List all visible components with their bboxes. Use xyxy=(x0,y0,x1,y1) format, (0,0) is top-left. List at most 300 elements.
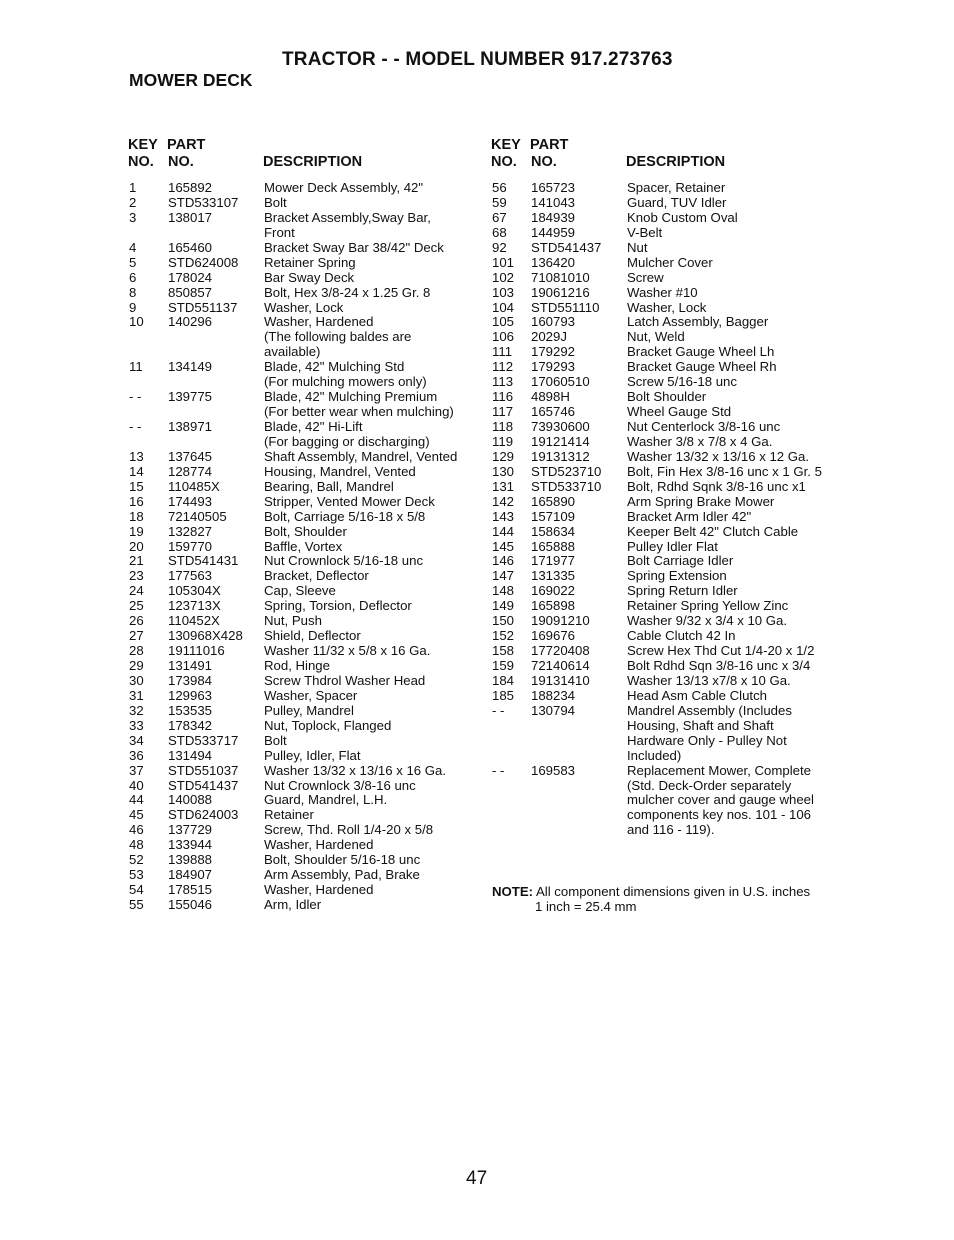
table-row xyxy=(129,629,457,644)
part-number-cell xyxy=(168,226,264,241)
key-cell: 106 xyxy=(492,329,515,345)
part-number-cell: 157109 xyxy=(531,508,576,524)
description-cell: Wheel Gauge Std xyxy=(627,404,732,420)
part-number-cell: 131494 xyxy=(168,747,213,763)
key-cell: 148 xyxy=(492,583,515,599)
part-number-cell: STD533710 xyxy=(531,478,602,494)
page-number: 47 xyxy=(466,1168,488,1189)
table-row xyxy=(492,599,822,614)
description-cell: Pulley Idler Flat xyxy=(627,538,718,554)
key-cell: 8 xyxy=(129,284,137,300)
parts-table-right xyxy=(492,181,822,838)
part-number-cell: 165892 xyxy=(168,180,213,195)
part-number-cell: STD541431 xyxy=(168,553,239,569)
description-cell: Bolt, Carriage 5/16-18 x 5/8 xyxy=(264,508,426,524)
description-cell: Spring Return Idler xyxy=(627,583,738,599)
table-row xyxy=(129,779,457,794)
description-cell: Retainer Spring xyxy=(264,254,356,270)
table-row xyxy=(129,525,457,540)
table-row xyxy=(492,793,822,808)
table-row xyxy=(129,898,457,913)
table-row xyxy=(492,779,822,794)
description-cell: Arm Assembly, Pad, Brake xyxy=(264,867,420,883)
part-number-cell: 188234 xyxy=(531,687,576,703)
part-number-cell: 165460 xyxy=(168,239,213,255)
part-number-cell: 178342 xyxy=(168,717,213,733)
table-row xyxy=(492,375,822,390)
key-cell: 19 xyxy=(129,523,144,539)
key-cell xyxy=(129,345,168,360)
table-row xyxy=(492,569,822,584)
key-cell: 113 xyxy=(492,374,514,390)
part-number-cell xyxy=(168,405,264,420)
part-number-cell: STD523710 xyxy=(531,463,602,479)
description-cell: Washer #10 xyxy=(627,284,698,300)
part-number-cell xyxy=(531,719,627,734)
key-cell: 25 xyxy=(129,598,144,614)
table-row xyxy=(129,838,457,853)
description-cell: Washer, Spacer xyxy=(264,687,358,703)
key-cell: 152 xyxy=(492,628,515,644)
description-cell: Latch Assembly, Bagger xyxy=(627,314,769,330)
key-cell xyxy=(492,808,531,823)
part-number-cell: STD533717 xyxy=(168,732,239,748)
description-cell: Bar Sway Deck xyxy=(264,269,355,285)
description-cell: Nut, Toplock, Flanged xyxy=(264,717,392,733)
description-cell: Nut Crownlock 3/8-16 unc xyxy=(264,777,416,793)
table-row xyxy=(129,196,457,211)
description-cell: Bracket Arm Idler 42" xyxy=(627,508,752,524)
part-number-cell: STD551137 xyxy=(168,299,238,315)
part-number-cell xyxy=(531,793,627,808)
description-cell: Shaft Assembly, Mandrel, Vented xyxy=(264,448,458,464)
table-row xyxy=(492,301,822,316)
dimension-note xyxy=(492,884,810,914)
description-cell: Bolt xyxy=(264,732,287,748)
key-cell: 101 xyxy=(492,254,515,270)
table-row xyxy=(129,584,457,599)
table-row xyxy=(492,540,822,555)
table-row xyxy=(492,420,822,435)
part-number-cell: 165723 xyxy=(531,180,576,195)
part-number-cell: 169676 xyxy=(531,628,576,644)
description-cell: Arm, Idler xyxy=(264,897,322,912)
description-cell: Pulley, Idler, Flat xyxy=(264,747,361,763)
table-row xyxy=(129,405,457,420)
description-cell: Replacement Mower, Complete xyxy=(627,762,811,778)
key-cell: 119 xyxy=(492,433,514,449)
description-cell: Cable Clutch 42 In xyxy=(627,628,736,644)
key-cell: 5 xyxy=(129,254,137,270)
part-number-cell: 184939 xyxy=(531,209,576,225)
key-cell: 28 xyxy=(129,643,144,659)
key-cell: 48 xyxy=(129,837,144,853)
key-cell: 2 xyxy=(129,194,137,210)
key-cell: 142 xyxy=(492,493,515,509)
part-number-cell: 71081010 xyxy=(531,269,590,285)
part-number-cell: 136420 xyxy=(531,254,576,270)
table-row xyxy=(492,614,822,629)
key-cell: - - xyxy=(492,762,505,778)
key-cell xyxy=(492,719,531,734)
table-row xyxy=(129,495,457,510)
part-number-cell: 105304X xyxy=(168,583,221,599)
part-number-cell: 130968X428 xyxy=(168,628,243,644)
part-number-cell xyxy=(531,808,627,823)
table-row xyxy=(129,704,457,719)
part-number-cell: 137729 xyxy=(168,822,213,838)
key-cell xyxy=(129,435,168,450)
key-cell: 118 xyxy=(492,419,514,434)
description-cell: Arm Spring Brake Mower xyxy=(627,493,775,509)
key-cell: 46 xyxy=(129,822,144,838)
table-row xyxy=(492,808,822,823)
table-row xyxy=(129,315,457,330)
description-cell: and 116 - 119). xyxy=(627,822,715,838)
key-cell: 1 xyxy=(129,180,137,195)
table-row xyxy=(492,719,822,734)
key-cell: 144 xyxy=(492,523,515,539)
part-number-cell: STD551037 xyxy=(168,762,239,778)
key-cell: 15 xyxy=(129,478,144,494)
table-row xyxy=(129,599,457,614)
part-number-cell: 159770 xyxy=(168,538,213,554)
table-row xyxy=(129,286,457,301)
table-row xyxy=(129,226,457,241)
part-number-cell: 17060510 xyxy=(531,374,590,390)
part-number-cell: 165746 xyxy=(531,404,576,420)
description-cell: Retainer xyxy=(264,807,314,823)
note-line-2: 1 inch = 25.4 mm xyxy=(535,899,637,914)
description-cell: Rod, Hinge xyxy=(264,658,330,673)
table-row xyxy=(129,764,457,779)
table-row xyxy=(129,659,457,674)
table-row xyxy=(492,734,822,749)
description-cell: Washer 13/32 x 13/16 x 16 Ga. xyxy=(264,762,447,778)
description-cell: Bracket Assembly,Sway Bar, xyxy=(264,209,431,225)
part-number-cell: 138017 xyxy=(168,209,213,225)
part-number-cell xyxy=(168,375,264,390)
part-number-cell xyxy=(168,435,264,450)
table-row xyxy=(492,465,822,480)
part-number-cell: 178515 xyxy=(168,882,213,898)
key-cell: 20 xyxy=(129,538,144,554)
table-row xyxy=(129,241,457,256)
key-cell: 24 xyxy=(129,583,144,599)
description-cell: Bracket, Deflector xyxy=(264,568,369,584)
description-cell: Front xyxy=(264,224,295,240)
table-row xyxy=(129,420,457,435)
key-cell: 31 xyxy=(129,687,144,703)
table-row xyxy=(129,480,457,495)
description-cell: Shield, Deflector xyxy=(264,628,361,644)
key-cell: 9 xyxy=(129,299,137,315)
part-number-cell: 72140614 xyxy=(531,658,590,673)
table-row xyxy=(129,689,457,704)
description-cell: Washer 13/13 x7/8 x 10 Ga. xyxy=(627,672,791,688)
description-cell: Screw, Thd. Roll 1/4-20 x 5/8 xyxy=(264,822,434,838)
table-row xyxy=(492,271,822,286)
table-row xyxy=(492,749,822,764)
table-row xyxy=(492,405,822,420)
table-row xyxy=(492,390,822,405)
table-row xyxy=(129,450,457,465)
part-number-cell: STD533107 xyxy=(168,194,239,210)
key-cell xyxy=(129,330,168,345)
key-cell: 40 xyxy=(129,777,144,793)
description-cell: (For mulching mowers only) xyxy=(264,374,427,390)
key-header-bottom: NO. xyxy=(128,154,154,170)
key-cell xyxy=(129,375,168,390)
key-cell: 68 xyxy=(492,224,507,240)
description-cell: Washer 3/8 x 7/8 x 4 Ga. xyxy=(627,433,773,449)
description-cell: Mower Deck Assembly, 42" xyxy=(264,180,424,195)
part-number-cell: 169583 xyxy=(531,762,576,778)
part-number-cell: 139888 xyxy=(168,852,213,868)
table-row xyxy=(129,719,457,734)
key-cell: 145 xyxy=(492,538,515,554)
key-cell: 112 xyxy=(492,359,514,375)
key-header-top: KEY xyxy=(128,137,158,153)
key-cell: 6 xyxy=(129,269,137,285)
key-cell: 32 xyxy=(129,702,144,718)
part-number-cell: 19131410 xyxy=(531,672,590,688)
description-cell: Bolt Carriage Idler xyxy=(627,553,734,569)
table-row xyxy=(492,330,822,345)
key-cell: 53 xyxy=(129,867,144,883)
key-cell xyxy=(492,793,531,808)
description-cell: Bolt, Hex 3/8-24 x 1.25 Gr. 8 xyxy=(264,284,431,300)
part-number-cell: 19061216 xyxy=(531,284,590,300)
key-cell: 159 xyxy=(492,658,515,673)
part-number-cell: 165898 xyxy=(531,598,576,614)
part-number-cell: 133944 xyxy=(168,837,213,853)
description-cell: Hardware Only - Pulley Not xyxy=(627,732,787,748)
description-cell: Bolt, Rdhd Sqnk 3/8-16 unc x1 xyxy=(627,478,806,494)
table-row xyxy=(492,584,822,599)
part-number-cell xyxy=(531,749,627,764)
key-cell: 13 xyxy=(129,448,144,464)
table-row xyxy=(492,644,822,659)
description-cell: Bolt Rdhd Sqn 3/8-16 unc x 3/4 xyxy=(627,658,811,673)
key-cell: 4 xyxy=(129,239,137,255)
key-cell: 3 xyxy=(129,209,137,225)
key-cell: 23 xyxy=(129,568,144,584)
description-cell: Bolt, Shoulder xyxy=(264,523,347,539)
description-cell: Washer, Hardened xyxy=(264,314,374,330)
description-cell: Pulley, Mandrel xyxy=(264,702,354,718)
description-cell: Nut Crownlock 5/16-18 unc xyxy=(264,553,424,569)
table-row xyxy=(492,315,822,330)
description-cell: Guard, TUV Idler xyxy=(627,194,727,210)
table-row xyxy=(129,540,457,555)
part-number-cell: 72140505 xyxy=(168,508,227,524)
part-header-top: PART xyxy=(167,137,206,153)
note-label: NOTE: xyxy=(492,884,534,899)
table-row xyxy=(492,525,822,540)
key-cell: 147 xyxy=(492,568,515,584)
part-number-cell: 171977 xyxy=(531,553,576,569)
table-row xyxy=(129,375,457,390)
description-cell: Knob Custom Oval xyxy=(627,209,738,225)
description-cell: Nut, Push xyxy=(264,613,322,629)
part-number-cell: 155046 xyxy=(168,897,213,912)
description-cell: Washer 13/32 x 13/16 x 12 Ga. xyxy=(627,448,810,464)
section-title: MOWER DECK xyxy=(129,70,253,90)
table-row xyxy=(129,883,457,898)
table-row xyxy=(492,241,822,256)
part-number-cell: 123713X xyxy=(168,598,221,614)
key-cell: 59 xyxy=(492,194,507,210)
part-number-cell: 169022 xyxy=(531,583,576,599)
note-line-1: All component dimensions given in U.S. inches xyxy=(535,884,811,899)
table-row xyxy=(129,808,457,823)
description-cell: Bracket Gauge Wheel Rh xyxy=(627,359,777,375)
table-row xyxy=(492,510,822,525)
part-number-cell: 141043 xyxy=(531,194,576,210)
key-cell: 21 xyxy=(129,553,144,569)
table-row xyxy=(129,465,457,480)
description-cell: Blade, 42" Hi-Lift xyxy=(264,419,363,434)
part-number-cell: 130794 xyxy=(531,702,576,718)
key-cell: 92 xyxy=(492,239,507,255)
table-row xyxy=(492,435,822,450)
table-row xyxy=(492,704,822,719)
key-cell: 16 xyxy=(129,493,144,509)
key-cell xyxy=(129,226,168,241)
table-row xyxy=(129,614,457,629)
description-cell: Bearing, Ball, Mandrel xyxy=(264,478,394,494)
part-number-cell: 165890 xyxy=(531,493,576,509)
table-row xyxy=(129,853,457,868)
table-row xyxy=(129,211,457,226)
part-number-cell: STD624003 xyxy=(168,807,239,823)
part-number-cell: 19121414 xyxy=(531,433,590,449)
part-number-cell: 153535 xyxy=(168,702,213,718)
page-title: TRACTOR - - MODEL NUMBER 917.273763 xyxy=(282,49,673,70)
part-number-cell: 179293 xyxy=(531,359,576,375)
part-number-cell xyxy=(168,345,264,360)
key-cell: 33 xyxy=(129,717,144,733)
key-cell xyxy=(492,749,531,764)
key-cell: 26 xyxy=(129,613,144,629)
part-number-cell: 140296 xyxy=(168,314,213,330)
table-row xyxy=(129,793,457,808)
table-row xyxy=(129,435,457,450)
description-cell: Blade, 42" Mulching Std xyxy=(264,359,405,375)
description-cell: Bolt Shoulder xyxy=(627,389,707,405)
description-cell: Washer, Hardened xyxy=(264,882,374,898)
part-number-cell: 165888 xyxy=(531,538,576,554)
part-number-cell xyxy=(531,779,627,794)
description-cell: Housing, Shaft and Shaft xyxy=(627,717,774,733)
description-cell: Washer, Lock xyxy=(627,299,707,315)
table-row xyxy=(129,360,457,375)
table-row xyxy=(129,749,457,764)
description-cell: (The following baldes are xyxy=(264,329,412,345)
description-cell: Washer, Hardened xyxy=(264,837,374,853)
part-header-bottom: NO. xyxy=(168,154,194,170)
key-cell: 56 xyxy=(492,180,507,195)
description-cell: Mulcher Cover xyxy=(627,254,713,270)
left-column-headers xyxy=(128,137,468,171)
part-number-cell: 140088 xyxy=(168,792,213,808)
description-cell: Retainer Spring Yellow Zinc xyxy=(627,598,789,614)
description-cell: (For better wear when mulching) xyxy=(264,404,454,420)
part-number-cell: 138971 xyxy=(168,419,213,434)
key-cell: 185 xyxy=(492,687,515,703)
part-number-cell: STD624008 xyxy=(168,254,239,270)
table-row xyxy=(129,554,457,569)
part-number-cell: STD541437 xyxy=(531,239,602,255)
part-number-cell: 850857 xyxy=(168,284,213,300)
part-number-cell: 174493 xyxy=(168,493,213,509)
table-row xyxy=(492,450,822,465)
part-number-cell: 2029J xyxy=(531,329,567,345)
key-cell: - - xyxy=(129,419,142,434)
description-cell: Nut Centerlock 3/8-16 unc xyxy=(627,419,781,434)
table-row xyxy=(492,226,822,241)
part-number-cell: 178024 xyxy=(168,269,213,285)
key-cell xyxy=(492,823,531,838)
description-cell: Keeper Belt 42" Clutch Cable xyxy=(627,523,799,539)
key-cell: 111 xyxy=(492,344,513,360)
right-column-headers xyxy=(491,137,831,171)
part-number-cell xyxy=(531,734,627,749)
parts-table-left xyxy=(129,181,457,913)
key-cell: 104 xyxy=(492,299,515,315)
description-cell: Nut, Weld xyxy=(627,329,685,345)
key-cell: 105 xyxy=(492,314,515,330)
table-row xyxy=(492,689,822,704)
description-cell: Bracket Sway Bar 38/42" Deck xyxy=(264,239,444,255)
table-row xyxy=(492,211,822,226)
table-row xyxy=(492,764,822,779)
description-cell: V-Belt xyxy=(627,224,663,240)
table-row xyxy=(129,330,457,345)
part-number-cell: 134149 xyxy=(168,359,213,375)
key-cell: 131 xyxy=(492,478,515,494)
table-row xyxy=(492,256,822,271)
description-cell: Washer 9/32 x 3/4 x 10 Ga. xyxy=(627,613,788,629)
description-cell: Spring Extension xyxy=(627,568,727,584)
description-cell: Screw Hex Thd Cut 1/4-20 x 1/2 xyxy=(627,643,815,659)
table-row xyxy=(492,674,822,689)
key-cell: 37 xyxy=(129,762,144,778)
part-number-cell: 131335 xyxy=(531,568,576,584)
description-cell: Bolt, Shoulder 5/16-18 unc xyxy=(264,852,421,868)
part-number-cell: 139775 xyxy=(168,389,213,405)
table-row xyxy=(129,734,457,749)
table-row xyxy=(492,196,822,211)
part-number-cell: 73930600 xyxy=(531,419,590,434)
description-cell: Baffle, Vortex xyxy=(264,538,343,554)
key-cell: 158 xyxy=(492,643,515,659)
description-cell: Head Asm Cable Clutch xyxy=(627,687,768,703)
part-number-cell: 19131312 xyxy=(531,448,590,464)
description-cell: Stripper, Vented Mower Deck xyxy=(264,493,435,509)
table-row xyxy=(129,569,457,584)
description-cell: Nut xyxy=(627,239,648,255)
table-row xyxy=(129,256,457,271)
key-cell: 103 xyxy=(492,284,515,300)
key-cell: 44 xyxy=(129,792,144,808)
part-number-cell: 179292 xyxy=(531,344,576,360)
part-header-top: PART xyxy=(530,137,569,153)
part-number-cell: 4898H xyxy=(531,389,570,405)
key-cell: 30 xyxy=(129,672,144,688)
key-cell: 102 xyxy=(492,269,515,285)
